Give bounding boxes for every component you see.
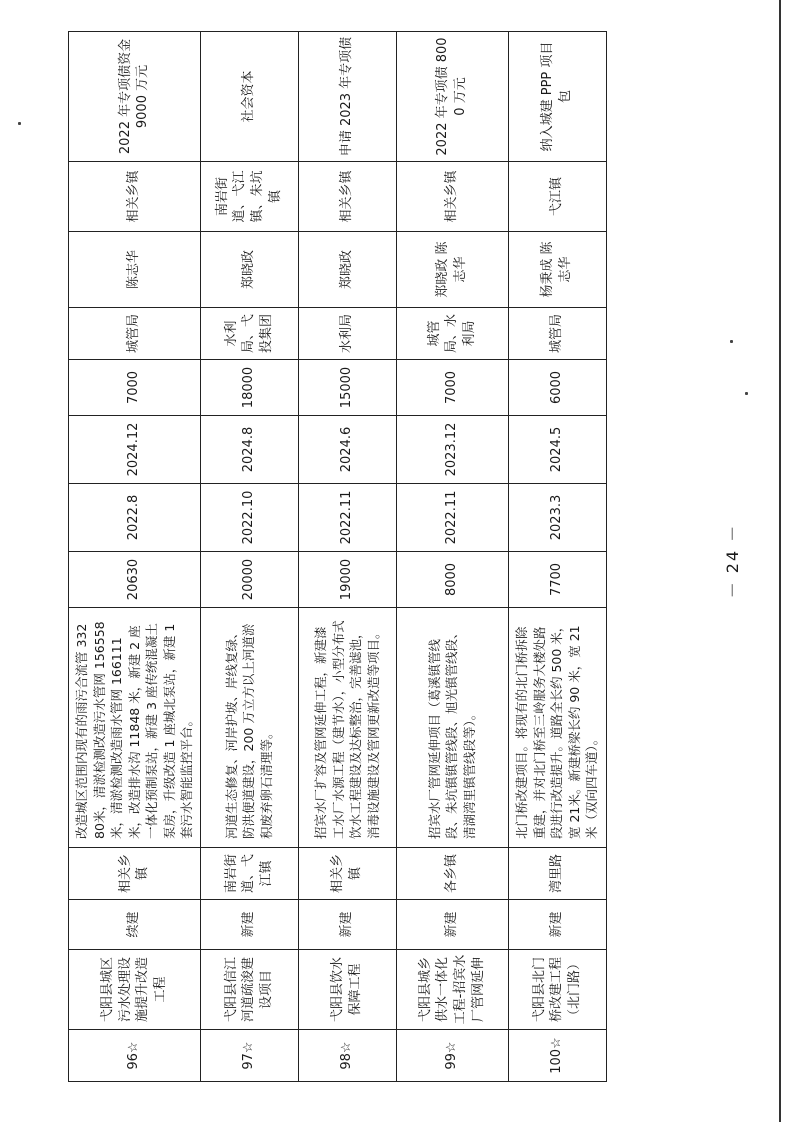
project-name: 弋阳县城乡供水一体化工程-招宾水厂管网延伸 bbox=[396, 950, 508, 1030]
end-date: 2024.6 bbox=[298, 416, 396, 484]
construction-content: 改造城区范围内现有的雨污合流管 33280米，清淤检测改造污水管网 156558 米，清淤检测改造雨水管网 166111 米，改造排水沟 11848 米，新建 2 座一体化预制泵站，新建 3 座传统混凝土泵房，升级改造 1 座城北泵站，新建 1 套污水智能监控平台。 bbox=[69, 608, 201, 848]
build-type: 新建 bbox=[200, 900, 298, 950]
location: 南岩街道、弋江镇 bbox=[200, 848, 298, 900]
start-date: 2022.10 bbox=[200, 484, 298, 552]
lead-department: 城管局 bbox=[69, 308, 201, 360]
location: 各乡镇 bbox=[396, 848, 508, 900]
location: 相关乡镇 bbox=[69, 848, 201, 900]
row-number: 96☆ bbox=[69, 1030, 201, 1082]
row-number: 97☆ bbox=[200, 1030, 298, 1082]
remark: 社会资本 bbox=[200, 32, 298, 162]
end-date: 2024.12 bbox=[69, 416, 201, 484]
table-row bbox=[69, 32, 201, 1082]
construction-content: 招宾水厂管网延伸项目（葛溪镇管线段、朱坑镇镇管线段、旭光镇管线段、清湖湾里镇管线段等）。 bbox=[396, 608, 508, 848]
start-date: 2022.8 bbox=[69, 484, 201, 552]
construction-content: 北门桥改建项目。将现有的北门桥拆除重建，并对北门桥至三岭服务大楼处路段进行改造提升。道路全长约 500 米，宽 21米。新建桥梁长约 90 米，宽 21 米（双向四车道）。 bbox=[508, 608, 606, 848]
build-type: 新建 bbox=[396, 900, 508, 950]
table-row bbox=[200, 32, 298, 1082]
annual-investment: 15000 bbox=[298, 360, 396, 416]
responsible-unit: 相关乡镇 bbox=[298, 162, 396, 232]
total-investment: 7700 bbox=[508, 552, 606, 608]
location: 相关乡镇 bbox=[298, 848, 396, 900]
scan-speck bbox=[730, 340, 733, 343]
scan-speck bbox=[745, 392, 748, 395]
annual-investment: 7000 bbox=[69, 360, 201, 416]
total-investment: 20000 bbox=[200, 552, 298, 608]
end-date: 2024.8 bbox=[200, 416, 298, 484]
start-date: 2023.3 bbox=[508, 484, 606, 552]
responsible-leader: 郑晓政 陈志华 bbox=[396, 232, 508, 308]
project-name: 弋阳县城区污水处理设施提升改造工程 bbox=[69, 950, 201, 1030]
remark: 纳入城建 PPP 项目包 bbox=[508, 32, 606, 162]
remark: 2022 年专项债 8000 万元 bbox=[396, 32, 508, 162]
responsible-leader: 陈志华 bbox=[69, 232, 201, 308]
responsible-leader: 郑晓政 bbox=[298, 232, 396, 308]
project-name: 弋阳县北门桥改建工程（北门路） bbox=[508, 950, 606, 1030]
total-investment: 8000 bbox=[396, 552, 508, 608]
build-type: 续建 bbox=[69, 900, 201, 950]
remark: 申请 2023 年专项债 bbox=[298, 32, 396, 162]
table-body bbox=[69, 32, 607, 1082]
total-investment: 20630 bbox=[69, 552, 201, 608]
total-investment: 19000 bbox=[298, 552, 396, 608]
start-date: 2022.11 bbox=[396, 484, 508, 552]
responsible-unit: 相关乡镇 bbox=[69, 162, 201, 232]
scan-edge-line bbox=[779, 0, 781, 1122]
project-name: 弋阳县信江河道疏浚建设项目 bbox=[200, 950, 298, 1030]
responsible-unit: 弋江镇 bbox=[508, 162, 606, 232]
end-date: 2024.5 bbox=[508, 416, 606, 484]
construction-content: 招宾水厂扩容及管网延伸工程，新建漆工水厂水源工程（建节水），小型分布式饮水工程建设及达标整治，完善滤池，消毒设施建设及管网更新改造等项目。 bbox=[298, 608, 396, 848]
scan-speck bbox=[18, 122, 21, 125]
responsible-unit: 南岩街道、弋江镇、朱坑镇 bbox=[200, 162, 298, 232]
location: 湾里路 bbox=[508, 848, 606, 900]
lead-department: 城管局、水利局 bbox=[396, 308, 508, 360]
row-number: 98☆ bbox=[298, 1030, 396, 1082]
build-type: 新建 bbox=[508, 900, 606, 950]
annual-investment: 7000 bbox=[396, 360, 508, 416]
table-row bbox=[298, 32, 396, 1082]
build-type: 新建 bbox=[298, 900, 396, 950]
responsible-leader: 杨秉成 陈志华 bbox=[508, 232, 606, 308]
row-number: 99☆ bbox=[396, 1030, 508, 1082]
row-number: 100☆ bbox=[508, 1030, 606, 1082]
annual-investment: 18000 bbox=[200, 360, 298, 416]
construction-content: 河道生态修复、河岸护坡、岸线复绿、防洪便道建设，200 万立方以上河道淤积废弃卵石清理等。 bbox=[200, 608, 298, 848]
table-row bbox=[396, 32, 508, 1082]
project-name: 弋阳县饮水保障工程 bbox=[298, 950, 396, 1030]
lead-department: 城管局 bbox=[508, 308, 606, 360]
end-date: 2023.12 bbox=[396, 416, 508, 484]
responsible-unit: 相关乡镇 bbox=[396, 162, 508, 232]
lead-department: 水利局、弋投集团 bbox=[200, 308, 298, 360]
remark: 2022 年专项债资金 9000 万元 bbox=[69, 32, 201, 162]
responsible-leader: 郑晓政 bbox=[200, 232, 298, 308]
project-table bbox=[68, 31, 607, 1082]
lead-department: 水利局 bbox=[298, 308, 396, 360]
table-row bbox=[508, 32, 606, 1082]
annual-investment: 6000 bbox=[508, 360, 606, 416]
page-number: － 24 － bbox=[723, 523, 742, 599]
start-date: 2022.11 bbox=[298, 484, 396, 552]
